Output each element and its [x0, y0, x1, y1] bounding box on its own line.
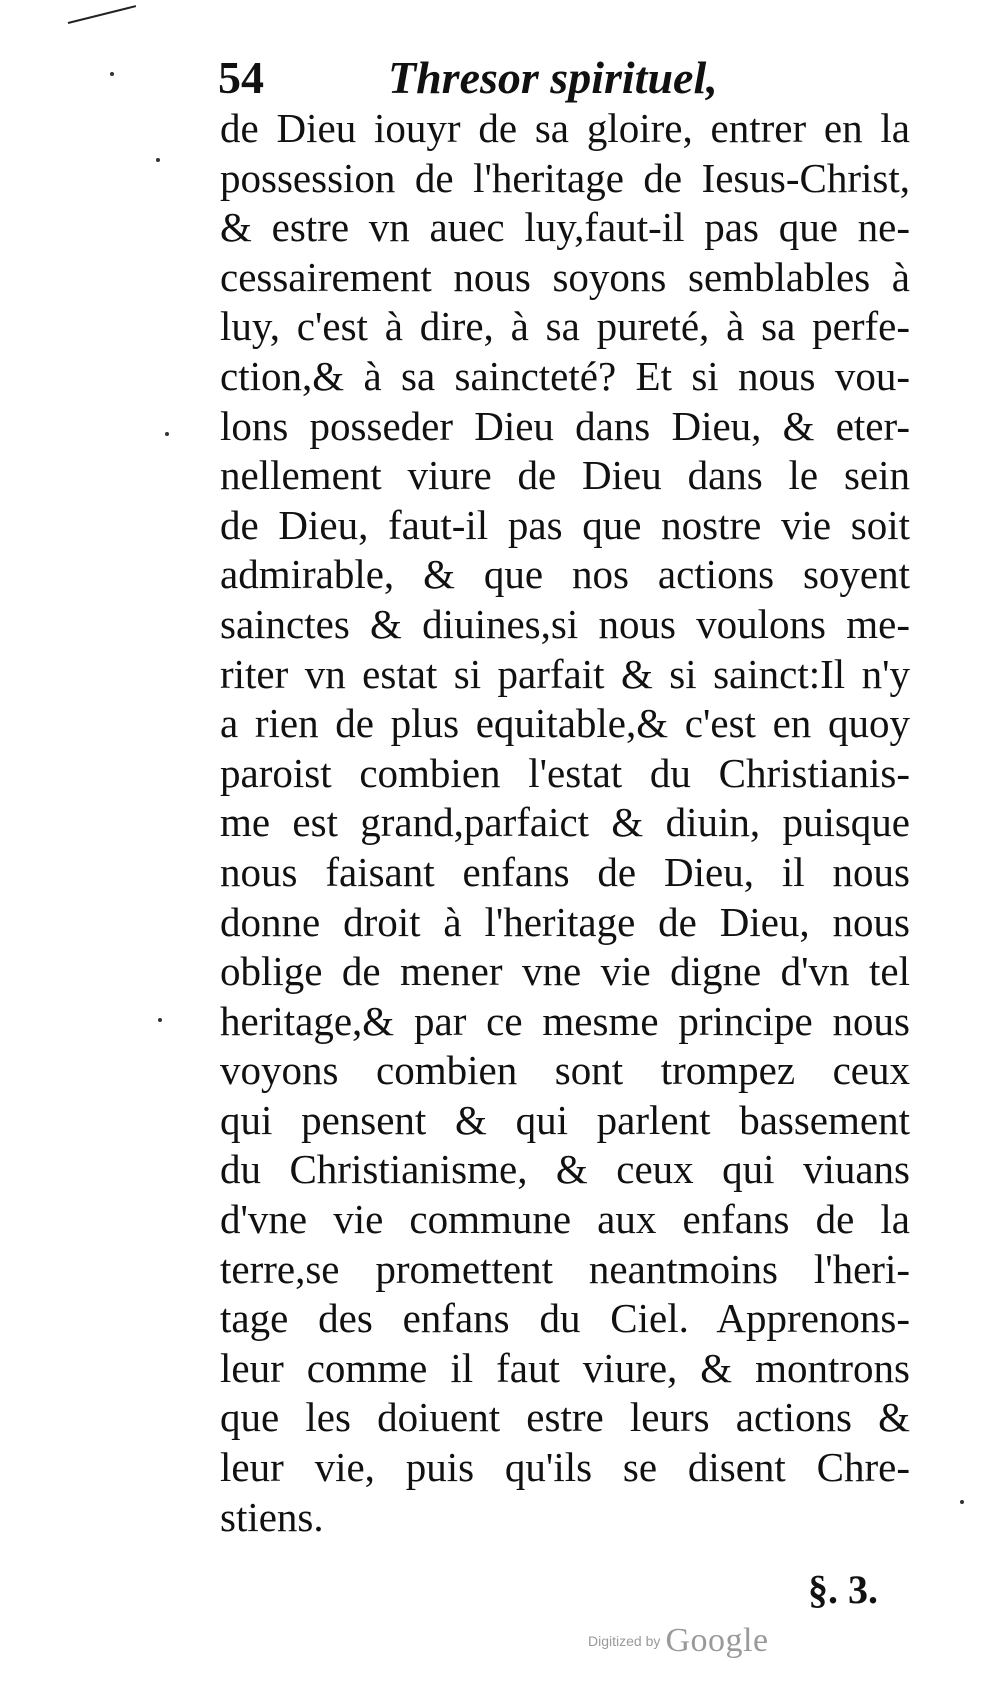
text-line: stiens.: [220, 1493, 324, 1540]
text-line: du Christianisme, & ceux qui viuans: [220, 1146, 910, 1193]
ink-speck: [110, 72, 114, 76]
text-line: lons posseder Dieu dans Dieu, & eter-: [220, 402, 910, 449]
running-title: Thresor spirituel,: [388, 52, 718, 103]
ink-speck: [960, 1500, 964, 1504]
text-line: paroist combien l'estat du Christianis-: [220, 749, 910, 796]
text-line: & estre vn auec luy,faut-il pas que ne-: [220, 204, 910, 251]
ink-speck: [158, 1018, 162, 1022]
text-line: terre,se promettent neantmoins l'heri-: [220, 1245, 910, 1292]
text-line: de Dieu, faut-il pas que nostre vie soit: [220, 501, 910, 548]
text-line: qui pensent & qui parlent bassement: [220, 1096, 910, 1143]
text-line: leur comme il faut viure, & montrons: [220, 1344, 910, 1391]
ink-speck: [156, 158, 160, 162]
ink-speck: [165, 432, 169, 436]
page-number: 54: [218, 52, 264, 103]
text-line: me est grand,parfaict & diuin, puisque: [220, 799, 910, 846]
text-line: luy, c'est à dire, à sa pureté, à sa perfe-: [220, 303, 910, 350]
text-line: possession de l'heritage de Iesus-Christ,: [220, 154, 910, 201]
text-line: ction,& à sa saincteté? Et si nous vou-: [220, 352, 910, 399]
text-line: leur vie, puis qu'ils se disent Chre-: [220, 1444, 910, 1491]
text-line: sainctes & diuines,si nous voulons me-: [220, 600, 910, 647]
text-line: a rien de plus equitable,& c'est en quoy: [220, 700, 910, 747]
running-head: [218, 48, 778, 108]
ink-stroke-mark: [68, 5, 136, 24]
text-line: admirable, & que nos actions soyent: [220, 551, 910, 598]
watermark-prefix: Digitized by: [588, 1633, 661, 1649]
text-line: riter vn estat si parfait & si sainct:Il n'y: [220, 650, 910, 697]
catchword: §. 3.: [808, 1567, 878, 1612]
body-text: [220, 104, 910, 1542]
text-line: oblige de mener vne vie digne d'vn tel: [220, 948, 910, 995]
text-line: heritage,& par ce mesme principe nous: [220, 997, 910, 1044]
text-line: donne droit à l'heritage de Dieu, nous: [220, 898, 910, 945]
text-line: tage des enfans du Ciel. Apprenons-: [220, 1295, 910, 1342]
google-logo: Google: [665, 1622, 769, 1659]
text-line: voyons combien sont trompez ceux: [220, 1047, 910, 1094]
digitized-watermark: [588, 1622, 769, 1662]
text-line: nellement viure de Dieu dans le sein: [220, 452, 910, 499]
text-line: nous faisant enfans de Dieu, il nous: [220, 848, 910, 895]
text-line: de Dieu iouyr de sa gloire, entrer en la: [220, 105, 910, 151]
text-line: que les doiuent estre leurs actions &: [220, 1394, 910, 1441]
text-line: d'vne vie commune aux enfans de la: [220, 1196, 910, 1243]
text-line: cessairement nous soyons semblables à: [220, 253, 910, 300]
